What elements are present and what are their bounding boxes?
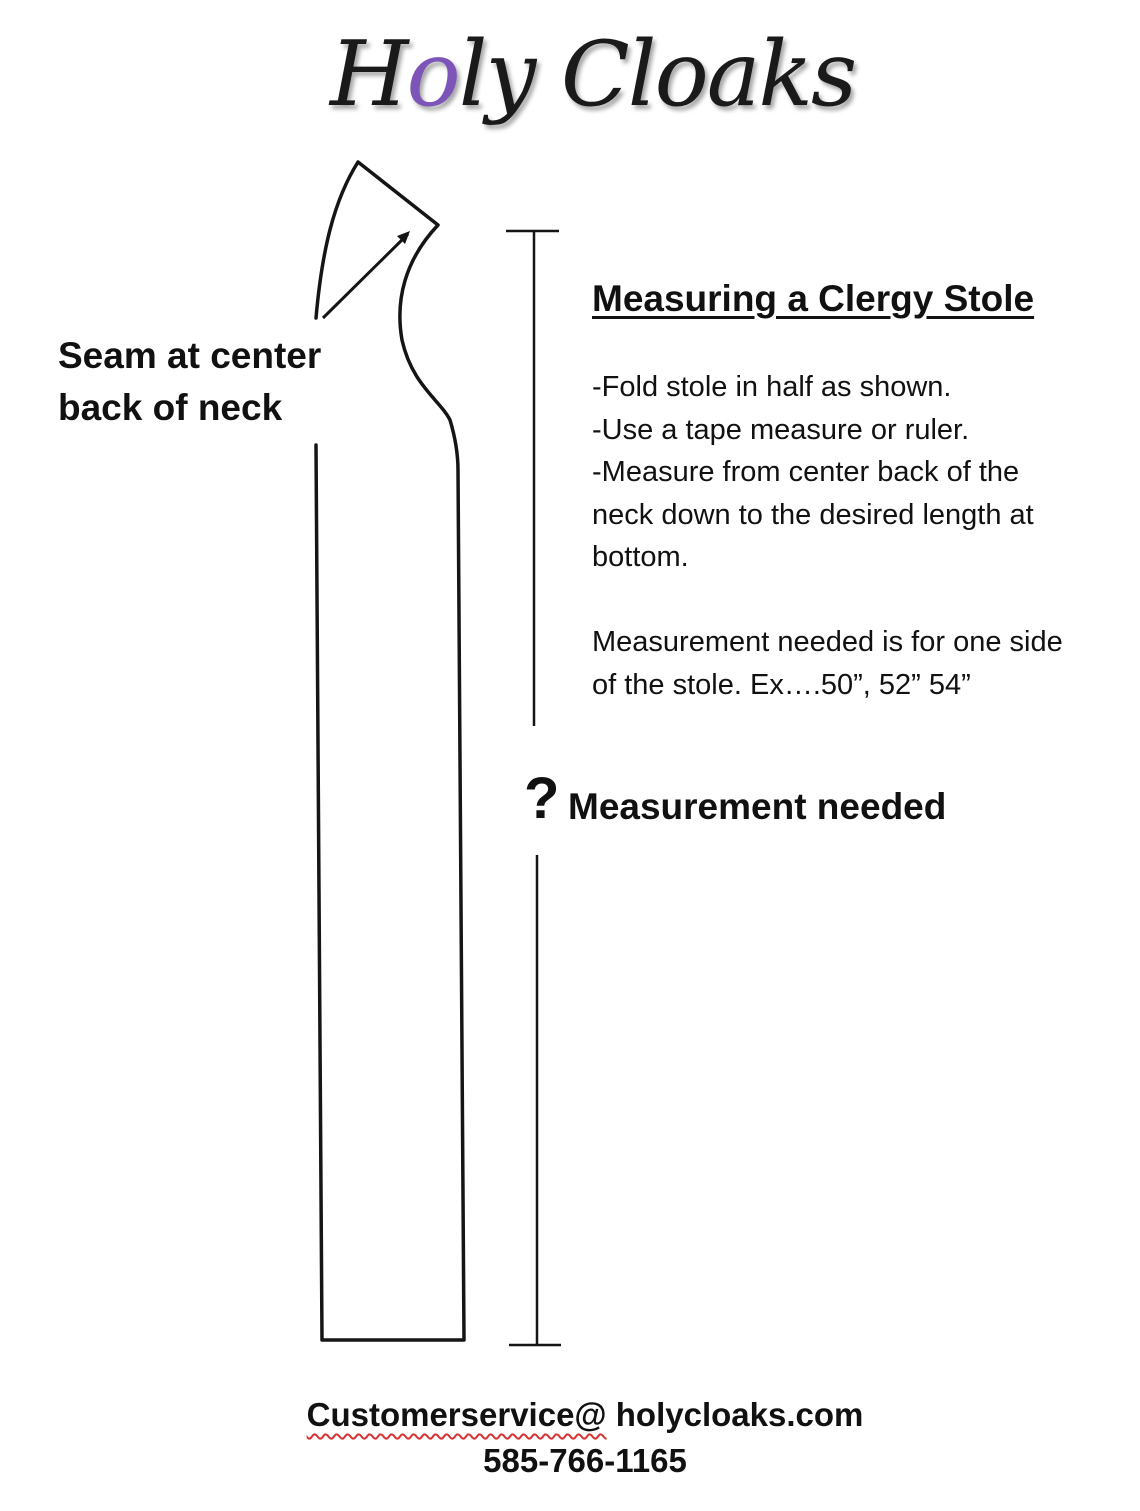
note-line: Measurement needed is for one side: [592, 626, 1063, 658]
instruction-line: neck down to the desired length at: [592, 498, 1034, 531]
seam-label: [58, 330, 358, 434]
phone-number[interactable]: 585-766-1165: [483, 1442, 687, 1479]
seam-label-line-2: back of neck: [58, 387, 283, 428]
email-domain: holycloaks.com: [606, 1396, 864, 1433]
instruction-line: -Fold stole in half as shown.: [592, 371, 952, 403]
email-user: Customerservice@: [306, 1396, 607, 1433]
section-heading: Measuring a Clergy Stole: [592, 278, 1035, 319]
question-mark: ?: [524, 766, 560, 831]
note-line: of the stole. Ex….50”, 52” 54”: [592, 668, 971, 701]
logo-first-letter: H: [330, 22, 407, 127]
measurement-needed-label: Measurement needed: [568, 786, 947, 827]
logo-accent-letter: o: [406, 22, 459, 127]
instruction-line: -Measure from center back of the: [592, 456, 1020, 488]
instruction-line: bottom.: [592, 541, 689, 573]
logo-rest: ly Cloaks: [458, 22, 856, 127]
arrow-icon: [323, 234, 408, 318]
contact-footer: [0, 1392, 1140, 1484]
email-address[interactable]: [0, 1392, 1140, 1438]
measurement-note: [592, 621, 1137, 706]
instruction-steps: [592, 366, 1137, 579]
instruction-line: -Use a tape measure or ruler.: [592, 413, 970, 446]
seam-label-line-1: Seam at center: [58, 335, 322, 376]
holycloaks-logo: [330, 10, 856, 140]
